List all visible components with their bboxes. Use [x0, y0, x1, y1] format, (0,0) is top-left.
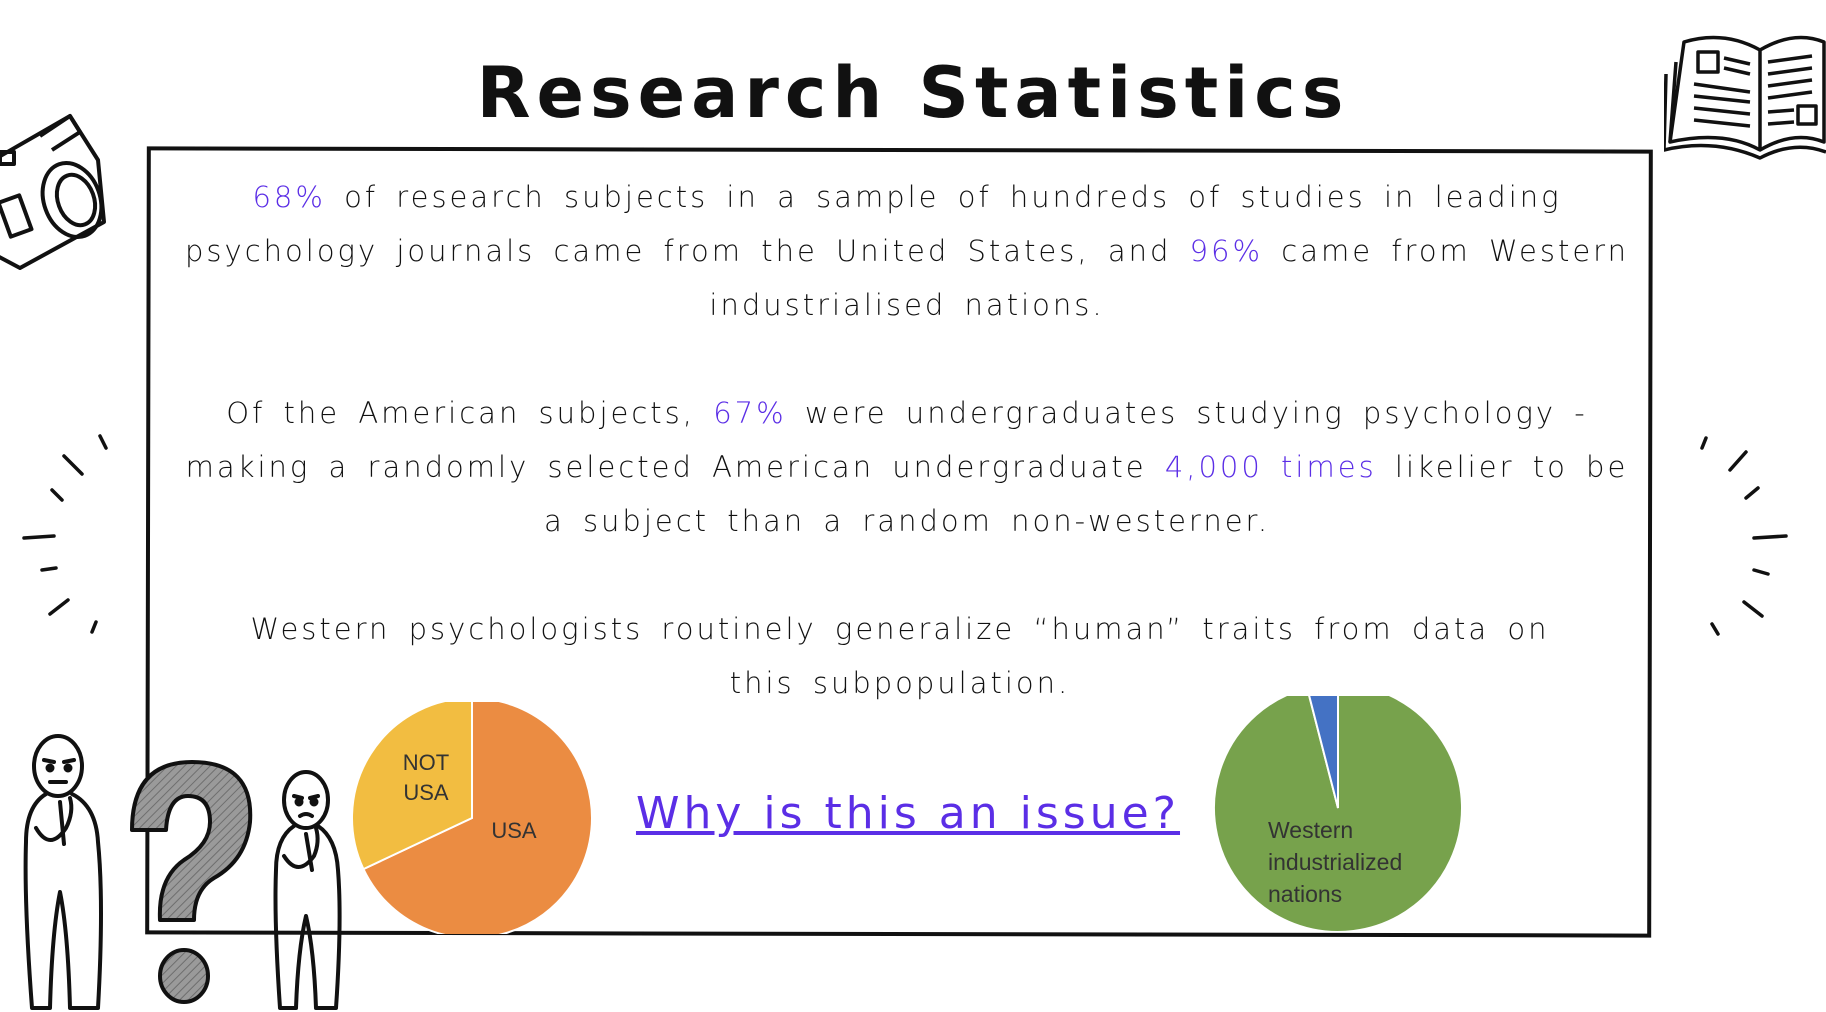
paragraph-2-text-c: likelier to be a subject than a random non-westerner. [543, 450, 1629, 538]
paragraph-3: Western psychologists routinely generalize “human” traits from data on this subpopulation. [250, 612, 1550, 700]
thinking-figure-right-icon [262, 770, 352, 1012]
pie1-label-usa: USA [491, 818, 537, 843]
paragraph-1 [182, 170, 1632, 332]
pie2-label-line1: Western [1268, 817, 1354, 843]
pie1-label-not-line2: USA [403, 780, 449, 805]
paragraph-2 [182, 386, 1632, 548]
why-issue-link[interactable]: Why is this an issue? [635, 788, 1181, 839]
pie-chart-usa [352, 702, 592, 934]
pie-chart-western [1210, 696, 1466, 932]
pie2-label-line3: nations [1268, 881, 1343, 907]
question-mark-icon [122, 760, 262, 1010]
burst-lines-right-icon [1690, 430, 1800, 640]
slide-title: Research Statistics [476, 52, 1350, 134]
paragraph-2-text-a: Of the American subjects, [226, 396, 714, 430]
stat-96: 96% [1189, 234, 1264, 268]
paragraph-1-text-b: came from Western industrialised nations. [709, 234, 1629, 322]
burst-lines-left-icon [18, 430, 118, 640]
stat-4000-times: 4,000 times [1164, 450, 1377, 484]
camera-icon [0, 102, 120, 272]
paragraph-2-text-b: were undergraduates studying psychology - making a randomly selected American undergraduate [185, 396, 1588, 484]
pie2-label-line2: industrialized [1268, 849, 1403, 875]
open-book-icon [1664, 22, 1826, 162]
paragraph-1-text-a: of research subjects in a sample of hundreds of studies in leading psychology journals came from the United States, and [185, 180, 1562, 268]
pie1-label-not-line1: NOT [402, 750, 450, 775]
stat-68: 68% [252, 180, 326, 214]
stat-67: 67% [713, 396, 787, 430]
thinking-figure-left-icon [16, 732, 116, 1012]
